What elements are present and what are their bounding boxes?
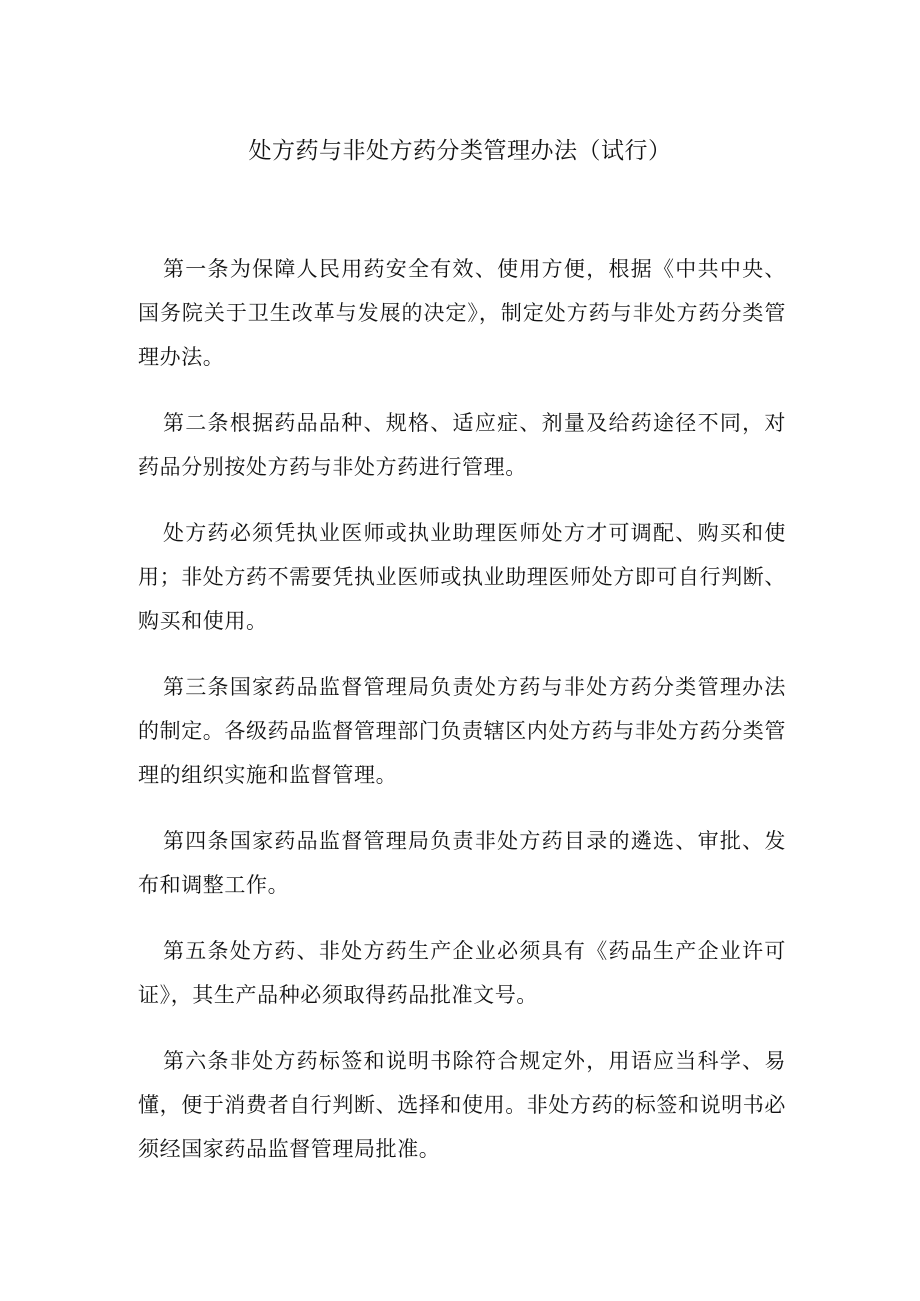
article-1-paragraph: 第一条为保障人民用药安全有效、使用方便，根据《中共中央、国务院关于卫生改革与发展的决定》，制定处方药与非处方药分类管理办法。 <box>138 257 786 369</box>
article-3-paragraph: 第三条国家药品监督管理局负责处方药与非处方药分类管理办法的制定。各级药品监督管理部门负责辖区内处方药与非处方药分类管理的组织实施和监督管理。 <box>138 675 786 787</box>
document-title: 处方药与非处方药分类管理办法（试行） <box>248 138 672 164</box>
article-2-paragraph: 第二条根据药品品种、规格、适应症、剂量及给药途径不同，对药品分别按处方药与非处方药进行管理。 <box>138 411 786 479</box>
article-4-paragraph: 第四条国家药品监督管理局负责非处方药目录的遴选、审批、发布和调整工作。 <box>138 829 786 897</box>
article-6-paragraph: 第六条非处方药标签和说明书除符合规定外，用语应当科学、易懂，便于消费者自行判断、选择和使用。非处方药的标签和说明书必须经国家药品监督管理局批准。 <box>138 1049 786 1161</box>
article-2-continuation-paragraph: 处方药必须凭执业医师或执业助理医师处方才可调配、购买和使用；非处方药不需要凭执业医师或执业助理医师处方即可自行判断、购买和使用。 <box>138 521 786 633</box>
document-body <box>138 247 786 1193</box>
article-5-paragraph: 第五条处方药、非处方药生产企业必须具有《药品生产企业许可证》，其生产品种必须取得药品批准文号。 <box>138 939 786 1007</box>
